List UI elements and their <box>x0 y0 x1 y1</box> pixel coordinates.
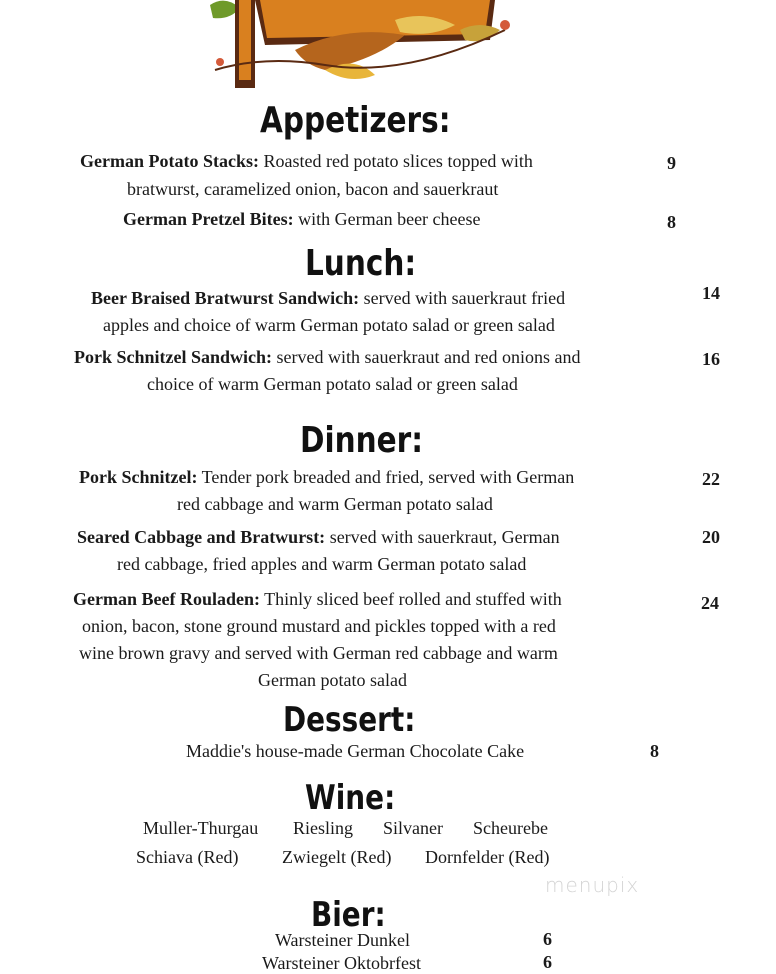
item-desc-cont: choice of warm German potato salad or green salad <box>147 374 518 394</box>
menu-item-beer-braised-bratwurst-sandwich <box>91 288 565 309</box>
item-desc-cont: onion, bacon, stone ground mustard and pickles topped with a red <box>82 616 556 636</box>
item-desc: served with sauerkraut, German <box>325 527 560 547</box>
wine-scheurebe: Scheurebe <box>473 818 548 838</box>
item-name: Pork Schnitzel Sandwich: <box>74 347 273 367</box>
item-price: 6 <box>543 952 552 972</box>
item-desc-cont: bratwurst, caramelized onion, bacon and sauerkraut <box>127 179 499 199</box>
menu-item-german-pretzel-bites <box>123 209 481 230</box>
section-heading-bier: Bier: <box>311 895 386 935</box>
item-name: German Beef Rouladen: <box>73 589 260 609</box>
beer-warsteiner-oktobrfest: Warsteiner Oktobrfest <box>262 953 421 973</box>
item-name: German Potato Stacks: <box>80 151 259 171</box>
item-desc-cont: red cabbage and warm German potato salad <box>177 494 493 514</box>
item-desc-cont: apples and choice of warm German potato salad or green salad <box>103 315 555 335</box>
wine-silvaner: Silvaner <box>383 818 443 838</box>
section-heading-wine: Wine: <box>305 778 396 818</box>
menu-item-pork-schnitzel-sandwich <box>74 347 580 368</box>
menu-item-german-beef-rouladen <box>73 589 562 610</box>
item-desc-cont: red cabbage, fried apples and warm German potato salad <box>117 554 527 574</box>
item-price: 8 <box>667 212 676 232</box>
item-price: 9 <box>667 153 676 173</box>
item-desc: served with sauerkraut fried <box>359 288 566 308</box>
wine-muller-thurgau: Muller-Thurgau <box>143 818 259 838</box>
item-desc: Roasted red potato slices topped with <box>258 151 533 171</box>
item-desc: Thinly sliced beef rolled and stuffed with <box>259 589 562 609</box>
item-desc-cont: German potato salad <box>258 670 407 690</box>
item-price: 6 <box>543 929 552 949</box>
beer-warsteiner-dunkel: Warsteiner Dunkel <box>275 930 410 950</box>
item-price: 20 <box>702 527 720 547</box>
item-price: 8 <box>650 741 659 761</box>
section-heading-dinner: Dinner: <box>300 420 424 461</box>
wine-zwiegelt: Zwiegelt (Red) <box>282 847 392 867</box>
section-heading-appetizers: Appetizers: <box>260 100 451 141</box>
menu-item-pork-schnitzel <box>79 467 574 488</box>
item-desc: with German beer cheese <box>293 209 481 229</box>
item-name: Beer Braised Bratwurst Sandwich: <box>91 288 360 308</box>
menu-item-german-potato-stacks <box>80 151 533 172</box>
item-desc: served with sauerkraut and red onions and <box>272 347 581 367</box>
item-name: German Pretzel Bites: <box>123 209 294 229</box>
section-heading-dessert: Dessert: <box>283 700 416 740</box>
item-desc: Tender pork breaded and fried, served with German <box>197 467 575 487</box>
item-desc-cont: wine brown gravy and served with German red cabbage and warm <box>79 643 558 663</box>
item-price: 24 <box>701 593 719 613</box>
oktoberfest-logo <box>205 0 535 100</box>
menupix-watermark: menupix <box>545 873 640 897</box>
item-price: 22 <box>702 469 720 489</box>
wine-dornfelder: Dornfelder (Red) <box>425 847 550 867</box>
wine-schiava: Schiava (Red) <box>136 847 239 867</box>
menu-item-german-chocolate-cake: Maddie's house-made German Chocolate Cake <box>186 741 525 761</box>
item-name: Pork Schnitzel: <box>79 467 198 487</box>
item-price: 14 <box>702 283 720 303</box>
wine-riesling: Riesling <box>293 818 354 838</box>
menu-item-seared-cabbage-and-bratwurst <box>77 527 560 548</box>
item-name: Seared Cabbage and Bratwurst: <box>77 527 326 547</box>
section-heading-lunch: Lunch: <box>305 243 417 284</box>
item-price: 16 <box>702 349 720 369</box>
